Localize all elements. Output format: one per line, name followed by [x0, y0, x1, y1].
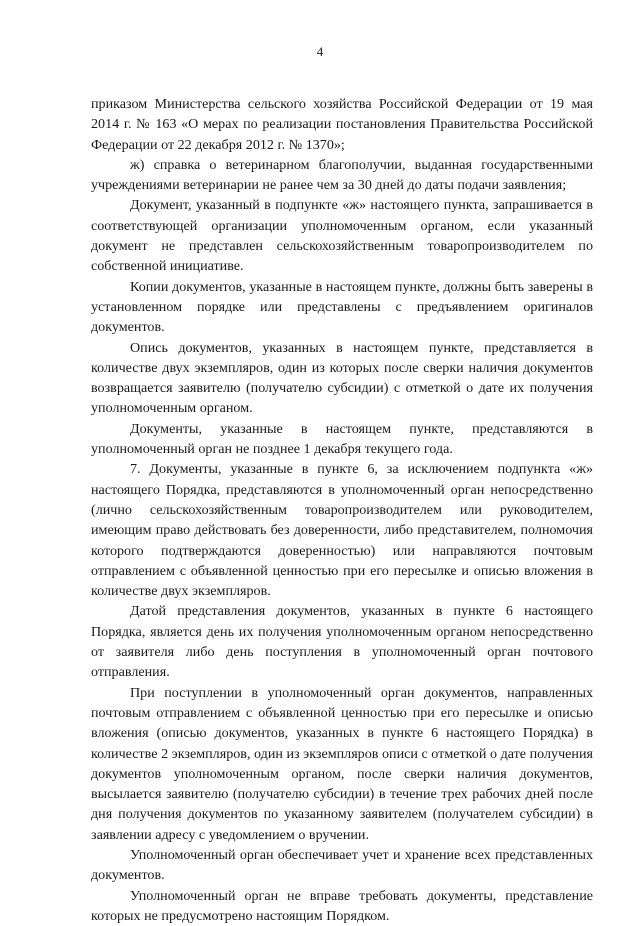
paragraph-postal-receipt: При поступлении в уполномоченный орган документов, направленных почтовым отправлением с объявленной ценностью при его пересылке и описью вложения (описью документов, указанных в пункте 6 настоящего Порядка) в количестве 2 экземпляров, один из экземпляров описи с отметкой о дате получения документов уполномоченным органом, после сверки наличия документов, высылается заявителю (получателю субсидии) в течение трех рабочих дней после дня получения документов по указанному заявителем (получателем субсидии) в заявлении адресу с уведомлением о вручении.: [91, 684, 593, 843]
paragraph-order-reference: приказом Министерства сельского хозяйства Российской Федерации от 19 мая 2014 г. № 163 «О мерах по реализации постановления Правительства Российской Федерации от 22 декабря 2012 г. № 1370»;: [91, 96, 593, 153]
paragraph-item-7: 7. Документы, указанные в пункте 6, за исключением подпункта «ж» настоящего Порядка, представляются в уполномоченный орган непосредственно (лично сельскохозяйственным товаропроизводителем или руководителем, имеющим право действовать без доверенности, либо представителем, полномочия которого подтверждаются доверенностью) или направляются почтовым отправлением с объявленной ценностью при его пересылке и описью вложения в количестве двух экземпляров.: [91, 461, 593, 600]
paragraph-veterinary-certificate: ж) справка о ветеринарном благополучии, выданная государственными учреждениями ветеринарии не ранее чем за 30 дней до даты подачи заявления;: [91, 156, 593, 194]
paragraph-document-request: Документ, указанный в подпункте «ж» настоящего пункта, запрашивается в соответствующей организации уполномоченным органом, если указанный документ не представлен сельскохозяйственным товаропроизводителем по собственной инициативе.: [91, 197, 593, 275]
page-number: 4: [316, 44, 324, 59]
paragraph-inventory: Опись документов, указанных в настоящем пункте, представляется в количестве двух экземпляров, один из которых после сверки наличия документов возвращается заявителю (получателю субсидии) с отметкой о дате их получения уполномоченным органом.: [91, 339, 593, 417]
paragraph-storage: Уполномоченный орган обеспечивает учет и хранение всех представленных документов.: [91, 846, 593, 884]
paragraph-no-extra-documents: Уполномоченный орган не вправе требовать документы, представление которых не предусмотрено настоящим Порядком.: [91, 887, 593, 924]
paragraph-submission-date: Датой представления документов, указанных в пункте 6 настоящего Порядка, является день их получения уполномоченным органом непосредственно от заявителя либо день поступления в уполномоченный орган почтового отправления.: [91, 603, 593, 681]
document-body: [91, 94, 593, 926]
paragraph-deadline: Документы, указанные в настоящем пункте, представляются в уполномоченный орган не позднее 1 декабря текущего года.: [91, 420, 593, 458]
paragraph-copies-certified: Копии документов, указанные в настоящем пункте, должны быть заверены в установленном порядке или представлены с предъявлением оригиналов документов.: [91, 278, 593, 336]
